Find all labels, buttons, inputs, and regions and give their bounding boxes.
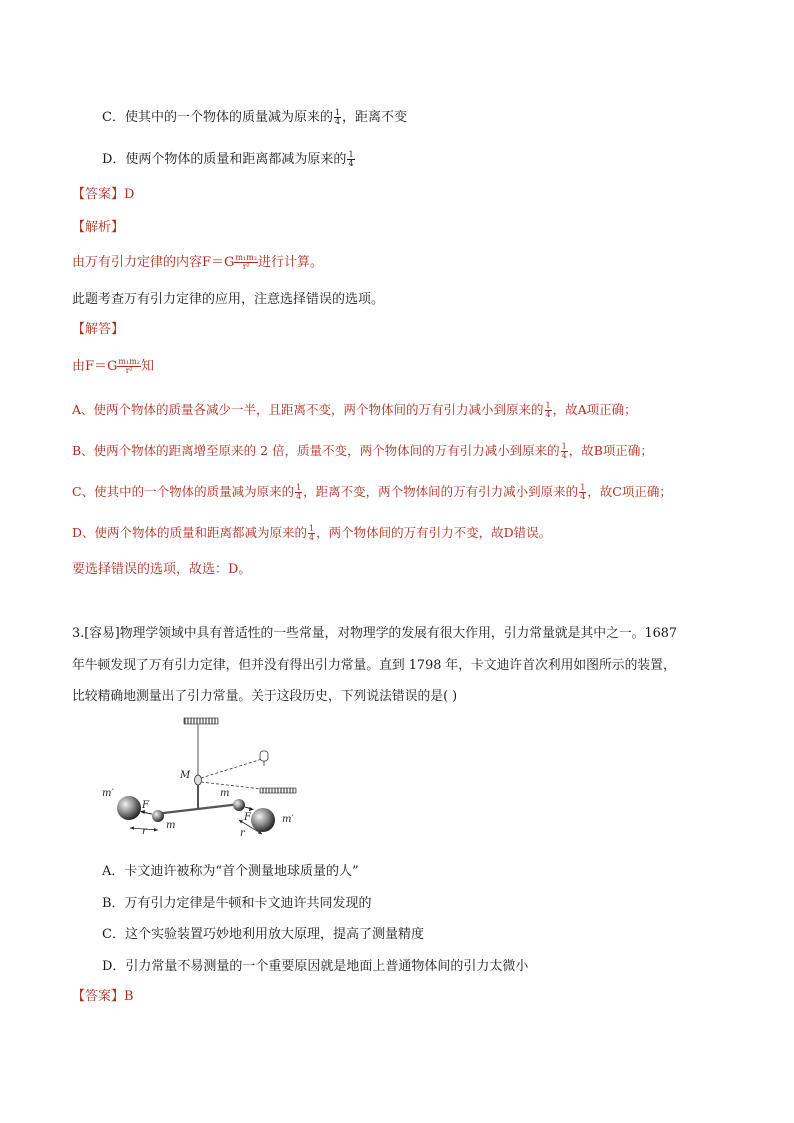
answer-q3: 【答案】B	[72, 989, 134, 1004]
q3-option-a: A．卡文迪许被称为“首个测量地球质量的人”	[102, 864, 359, 879]
label-m-prime-right: m′	[282, 814, 294, 825]
fraction-quarter: $\frac{1}{4}$	[545, 401, 551, 419]
fraction-quarter: $\frac{1}{4}$	[309, 524, 315, 542]
fraction-quarter: $\frac{1}{4}$	[296, 483, 302, 501]
large-ball-left	[117, 796, 141, 820]
label-r-right: r	[240, 828, 245, 839]
label-m-left: m	[166, 820, 176, 831]
ceiling-support	[184, 718, 218, 724]
q3-option-d: D．引力常量不易测量的一个重要原因就是地面上普通物体间的引力太微小	[102, 959, 529, 974]
conclusion: 要选择错误的选项，故选：D。	[72, 562, 252, 577]
analysis-note: 此题考查万有引力定律的应用，注意选择错误的选项。	[72, 292, 385, 307]
q3-stem-line-1: 3.[容易]物理学领域中具有普适性的一些常量，对物理学的发展有很大作用，引力常量就是其中之一。1687	[72, 626, 678, 641]
q3-option-b: B．万有引力定律是牛顿和卡文迪许共同发现的	[102, 896, 372, 911]
label-r-left: r	[142, 826, 147, 837]
fraction-quarter: $\frac{1}{4}$	[348, 150, 354, 168]
cavendish-apparatus-figure	[100, 716, 310, 844]
mirror	[195, 775, 202, 785]
q3-stem-line-2: 年牛顿发现了万有引力定律，但并没有得出引力常量。直到 1798 年，卡文迪许首次利用如图所示的装置，	[72, 658, 676, 673]
option-c: C．使其中的一个物体的质量减为原来的 $\frac{1}{4}$ ，距离不变	[102, 108, 408, 126]
gravity-formula: $\frac{\text{m₁m₂}}{\text{r²}}$	[235, 253, 257, 271]
large-ball-right	[251, 808, 275, 832]
fraction-quarter: $\frac{1}{4}$	[334, 108, 341, 126]
label-M: M	[180, 770, 191, 781]
solution-a: A、使两个物体的质量各减少一半，且距离不变，两个物体间的万有引力减小到原来的 $\frac{1}{4}$ ，故A项正确；	[72, 401, 637, 419]
answer-q2: 【答案】D	[72, 187, 135, 202]
analysis-formula-line: 由万有引力定律的内容F＝G $\frac{\text{m₁m₂}}{\text{r²}}$ 进行计算。	[72, 253, 324, 271]
light-source	[260, 751, 268, 761]
fraction-quarter: $\frac{1}{4}$	[561, 442, 567, 460]
q3-stem-line-3: 比较精确地测量出了引力常量。关于这段历史，下列说法错误的是( )	[72, 689, 458, 704]
solution-c: C、使其中的一个物体的质量减为原来的 $\frac{1}{4}$ ，距离不变，两个物体间的万有引力减小到原来的 $\frac{1}{4}$ ，故C项正确；	[72, 483, 672, 501]
gravity-formula: $\frac{\text{m₁m₂}}{\text{r²}}$	[118, 357, 140, 375]
torsion-balance-diagram	[100, 716, 310, 844]
label-F-right: F	[244, 812, 251, 823]
small-ball-right	[233, 799, 245, 811]
option-d: D．使两个物体的质量和距离都减为原来的 $\frac{1}{4}$	[102, 150, 354, 168]
label-m-prime-left: m′	[102, 788, 114, 799]
q3-option-c: C．这个实验装置巧妙地利用放大原理，提高了测量精度	[102, 927, 424, 942]
solution-label: 【解答】	[72, 322, 125, 337]
solution-d: D、使两个物体的质量和距离都减为原来的 $\frac{1}{4}$ ，两个物体间的万有引力不变，故D错误。	[72, 524, 552, 542]
label-m-right: m	[220, 788, 230, 799]
solution-b: B、使两个物体的距离增至原来的 2 倍，质量不变，两个物体间的万有引力减小到原来的 $\frac{1}{4}$ ，故B项正确；	[72, 442, 653, 460]
analysis-label: 【解析】	[72, 220, 125, 235]
label-F-left: F	[142, 800, 149, 811]
fraction-quarter: $\frac{1}{4}$	[580, 483, 586, 501]
small-ball-left	[152, 810, 164, 822]
scale	[260, 788, 296, 793]
solution-intro: 由F＝G $\frac{\text{m₁m₂}}{\text{r²}}$ 知	[72, 357, 155, 375]
